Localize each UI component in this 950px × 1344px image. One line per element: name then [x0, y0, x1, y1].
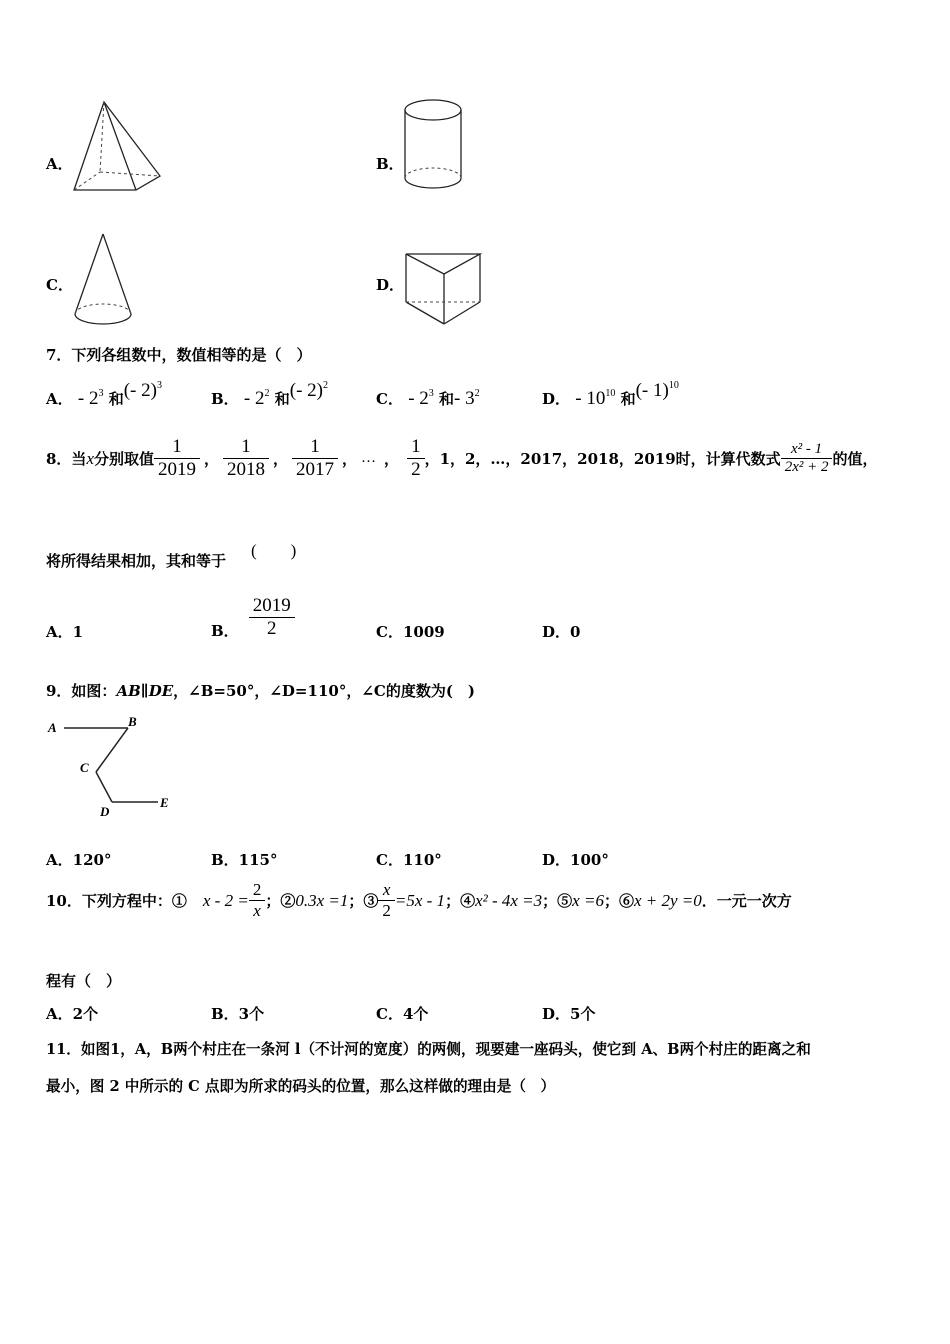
- q8-b-fraction: $\frac{2019}{2}$: [249, 595, 295, 640]
- q7-d-exp2: 10: [668, 380, 679, 391]
- q7-option-c: [376, 388, 480, 410]
- q10-eq6: x + 2y =0: [633, 890, 702, 910]
- q10-eq3-fraction: $\frac{x}{2}$: [378, 880, 395, 921]
- pyramid-icon: [70, 100, 166, 196]
- q8-stem-prefix: 8．当: [46, 450, 87, 468]
- q9-cond: ，∠B=50°，∠D=110°，∠C的度数为( ): [173, 682, 476, 700]
- q11-line2: 最小，图 2 中所示的 C 点即为所求的码头的位置，那么这样做的理由是（ ）: [46, 1078, 556, 1095]
- q7-d-expr2: (- 1): [635, 380, 669, 401]
- q8-b-label: B．: [211, 622, 239, 640]
- q9-ab: AB: [116, 682, 141, 700]
- q8-paren: ( ): [251, 541, 297, 560]
- q6-option-d-label: D．: [376, 276, 405, 294]
- q8-sep-2: ，: [273, 450, 289, 468]
- q10-eq1-fraction: $\frac{2}{x}$: [249, 880, 266, 921]
- q10-eq1-left: x - 2 =: [202, 890, 249, 910]
- q10-sep-4: ；⑤: [542, 892, 573, 910]
- q7-c-expr1: - 2: [408, 388, 429, 409]
- q10-stem: [46, 880, 792, 921]
- q8-integers: ，1，2，…，2017，2018，2019时，计算代数式: [424, 450, 781, 468]
- q9-label-d: D: [100, 804, 110, 819]
- q9-de: DE: [148, 682, 174, 700]
- q10-option-a: A．2个: [46, 1005, 99, 1023]
- q8-stem: [46, 436, 877, 481]
- q8-expression: $\frac{\text{x² - 1}}{\text{2x² + 2}}$: [781, 441, 833, 476]
- q10-stem-end: ．一元一次方: [701, 892, 792, 910]
- q6-option-a-label: A．: [46, 155, 73, 173]
- q9-parallel: ∥: [140, 682, 149, 700]
- q10-option-c: C．4个: [376, 1005, 429, 1023]
- q7-option-a: [46, 380, 162, 410]
- q7-c-exp1: 3: [428, 388, 434, 399]
- q8-stem-end: 的值，: [832, 450, 878, 468]
- q7-c-label: C．: [376, 390, 403, 408]
- q7-a-and: 和: [108, 390, 124, 408]
- q9-option-d: D．100°: [542, 851, 609, 869]
- q7-d-exp1: 10: [605, 388, 616, 399]
- q7-b-label: B．: [211, 390, 239, 408]
- q7-option-b: [211, 380, 328, 410]
- q10-sep-5: ；⑥: [603, 892, 634, 910]
- q10-eq3-right: =5x - 1: [394, 890, 446, 910]
- q7-a-exp1: 3: [98, 388, 104, 399]
- q8-stem-mid: 分别取值: [93, 450, 154, 468]
- q7-b-exp1: 2: [264, 388, 270, 399]
- q7-c-exp2: 2: [474, 388, 480, 399]
- q7-a-label: A．: [46, 390, 73, 408]
- q8-option-b: [211, 594, 295, 641]
- q10-stem-prefix: 10．下列方程中：①: [46, 892, 187, 910]
- q8-line2: 将所得结果相加，其和等于: [46, 552, 227, 570]
- q9-figure: [44, 712, 184, 822]
- q10-eq5: x =6: [572, 890, 604, 910]
- q7-stem: 7．下列各组数中，数值相等的是（ ）: [46, 346, 312, 364]
- q9-option-a: A．120°: [46, 851, 112, 869]
- q8-fraction-2: $\frac{1}{2}$: [407, 436, 425, 481]
- q8-sep-3: ，: [342, 450, 358, 468]
- triangular-prism-icon: [404, 252, 488, 330]
- q11-line1: 11．如图1，A，B两个村庄在一条河 l（不计河的宽度）的两侧，现要建一座码头，使它到 A、B两个村庄的距离之和: [46, 1041, 811, 1058]
- q9-stem: [46, 680, 475, 701]
- q8-option-c: C．1009: [376, 623, 445, 641]
- q10-option-d: D．5个: [542, 1005, 596, 1023]
- q10-line2: 程有（ ）: [46, 972, 122, 990]
- q10-eq4: x² - 4x =3: [475, 890, 543, 910]
- q7-option-d: [542, 380, 679, 410]
- q7-d-expr1: - 10: [575, 388, 606, 409]
- q7-a-expr2: (- 2): [123, 380, 157, 401]
- q10-eq2: 0.3x =1: [295, 890, 349, 910]
- q6-option-b-label: B．: [376, 155, 404, 173]
- q8-fraction-2019: $\frac{1}{2019}$: [154, 436, 200, 481]
- q9-stem-prefix: 9．如图：: [46, 682, 117, 700]
- q8-fraction-2018: $\frac{1}{2018}$: [223, 436, 269, 481]
- q10-sep-1: ；②: [265, 892, 296, 910]
- q8-sep-1: ，: [204, 450, 220, 468]
- q9-label-c: C: [80, 760, 89, 775]
- q7-b-expr1: - 2: [243, 388, 265, 409]
- q9-option-c: C．110°: [376, 851, 442, 869]
- q7-d-label: D．: [542, 390, 571, 408]
- q7-d-and: 和: [620, 390, 636, 408]
- q8-sep-4: ，: [384, 450, 400, 468]
- q8-var: x: [86, 448, 94, 468]
- q8-fraction-2017: $\frac{1}{2017}$: [292, 436, 338, 481]
- cone-icon: [72, 232, 136, 330]
- q8-option-d: D．0: [542, 623, 581, 641]
- q6-option-c-label: C．: [46, 276, 73, 294]
- q7-b-expr2: (- 2): [289, 380, 323, 401]
- q7-c-expr2: - 3: [454, 388, 475, 409]
- q10-sep-2: ；③: [348, 892, 379, 910]
- q8-option-a: A．1: [46, 623, 84, 641]
- cylinder-icon: [402, 98, 466, 198]
- q9-option-b: B．115°: [211, 851, 278, 869]
- q7-a-exp2: 3: [156, 380, 162, 391]
- q9-label-a: A: [48, 720, 57, 735]
- q9-label-e: E: [160, 795, 169, 810]
- q7-a-expr1: - 2: [77, 388, 99, 409]
- q8-ellipsis: …: [361, 450, 377, 466]
- q7-b-exp2: 2: [322, 380, 328, 391]
- q7-c-and: 和: [439, 390, 455, 408]
- q7-b-and: 和: [274, 390, 290, 408]
- q10-sep-3: ；④: [445, 892, 476, 910]
- q9-label-b: B: [128, 714, 137, 729]
- q10-option-b: B．3个: [211, 1005, 265, 1023]
